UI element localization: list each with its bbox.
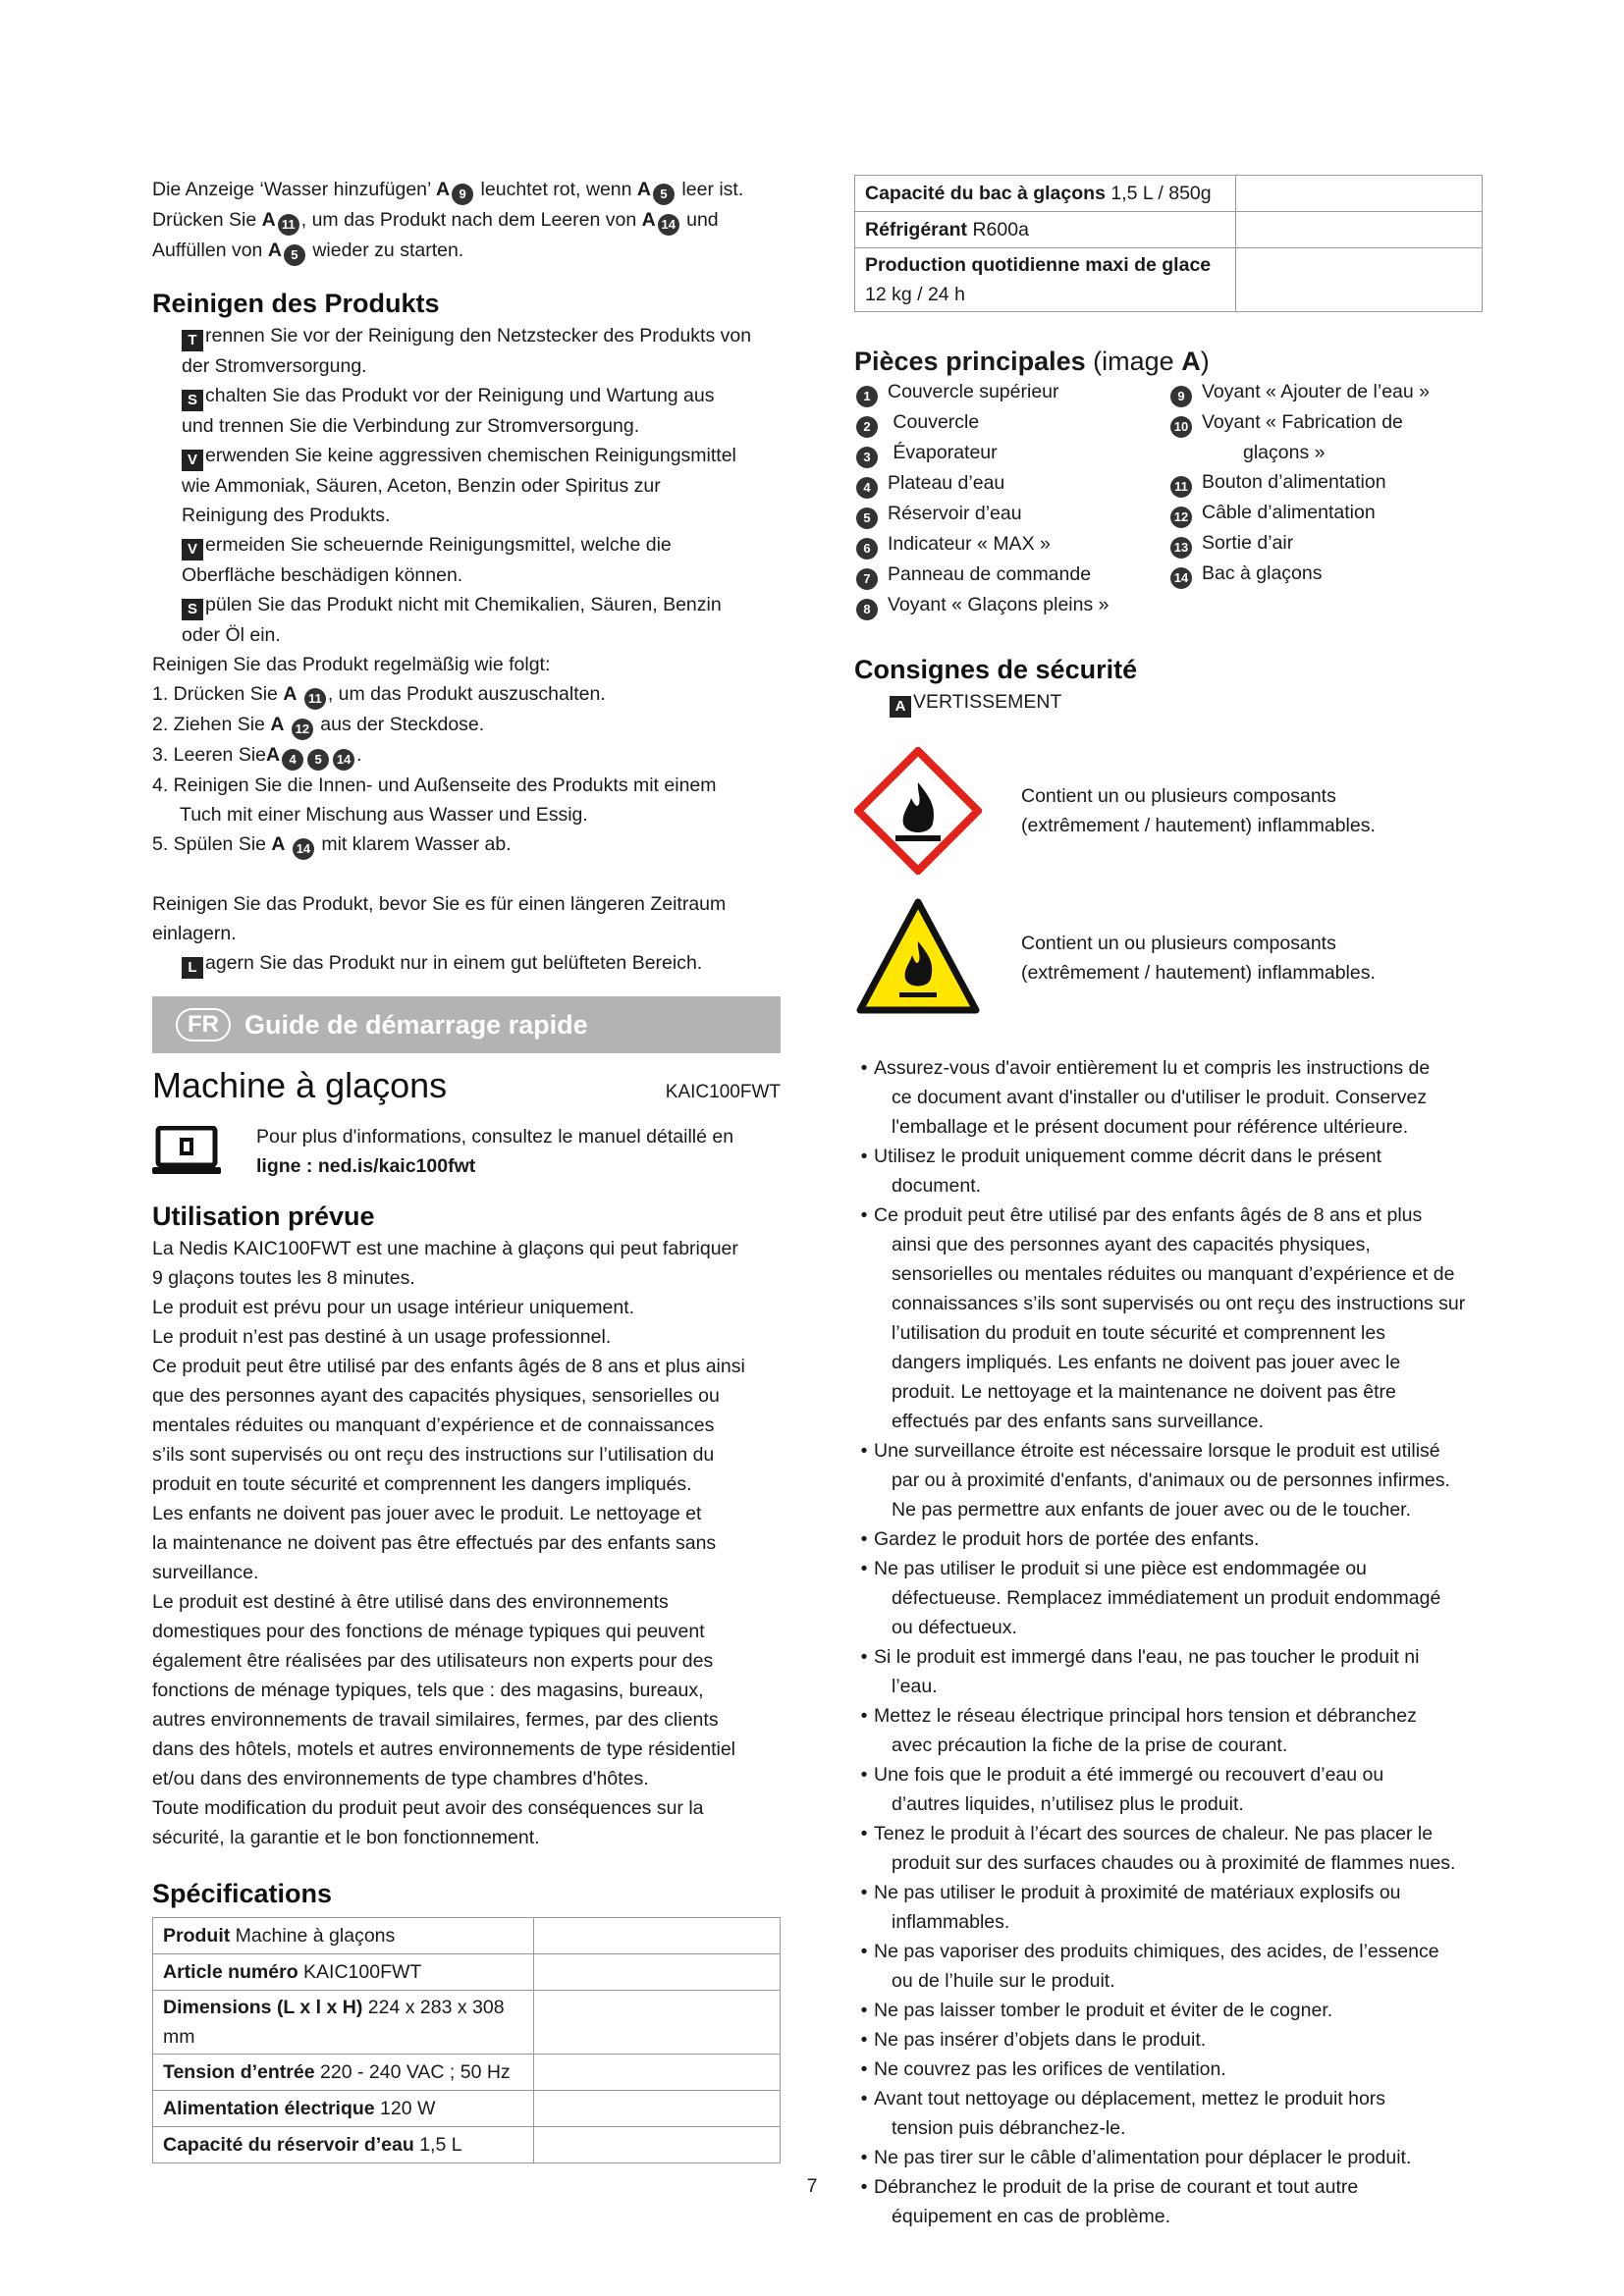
use-line: dans des hôtels, motels et autres environnements de type résidentiel [152, 1738, 736, 1760]
use-line: mentales réduites ou manquant d’expérience et de connaissances [152, 1415, 715, 1436]
warning-icon: S [182, 390, 203, 411]
bullet-line-cont: ainsi que des personnes ayant des capacités physiques, [892, 1234, 1371, 1255]
bullet-line: • Tenez le produit à l’écart des sources de chaleur. Ne pas placer le [854, 1819, 1483, 1848]
bullet-line: • Ne couvrez pas les orifices de ventilation. [854, 2055, 1483, 2084]
use-heading: Utilisation prévue [152, 1201, 375, 1231]
bullet-line-cont: inflammables. [892, 1911, 1010, 1933]
callout-5-icon: 5 [653, 184, 675, 205]
warning-item: S pülen Sie das Produkt nicht mit Chemikalien, Säuren, Benzin [182, 590, 781, 620]
part-label: Évaporateur [888, 442, 998, 463]
part-label: glaçons » [1243, 442, 1326, 463]
parts-list [854, 377, 1483, 620]
safety-bullet [854, 1996, 1483, 2025]
bullet-line-cont: ce document avant d'installer ou d'utiliser le produit. Conservez [892, 1087, 1428, 1108]
spec-row [855, 176, 1483, 212]
use-line: s’ils sont supervisés ou ont reçu des instructions sur l’utilisation du [152, 1444, 715, 1466]
spec-value: 1,5 L / 850g [1105, 183, 1212, 204]
warning-icon: T [182, 330, 203, 351]
de-clean-heading: Reinigen des Produkts [152, 289, 440, 318]
de-store-text: Reinigen Sie das Produkt, bevor Sie es für einen längeren Zeitraum [152, 893, 727, 915]
bullet-line: • Mettez le réseau électrique principal hors tension et débranchez [854, 1701, 1483, 1731]
warning-icon: V [182, 539, 203, 561]
bullet-icon: • [860, 2088, 868, 2109]
use-line: que des personnes ayant des capacités physiques, sensorielles ou [152, 1385, 720, 1407]
bullet-line: • Ne pas vaporiser des produits chimiques, des acides, de l’essence [854, 1937, 1483, 1966]
use-line: également être réalisées par des utilisateurs non experts pour des [152, 1650, 714, 1672]
bullet-line: • Ne pas insérer d’objets dans le produit. [854, 2025, 1483, 2055]
safety-bullet [854, 1053, 1483, 1142]
page-number: 7 [806, 2175, 818, 2197]
safety-bullet [854, 1554, 1483, 1642]
callout-14-icon: 14 [333, 749, 354, 771]
callout-9-icon: 9 [1170, 386, 1192, 407]
bullet-line: • Utilisez le produit uniquement comme décrit dans le présent [854, 1142, 1483, 1171]
right-column [854, 175, 1483, 2231]
de-intro-line: Drücken Sie A 11 , um das Produkt nach dem Leeren von A 14 und [152, 205, 781, 236]
callout-7-icon: 7 [856, 568, 878, 590]
warning-icon: A [890, 696, 911, 718]
part-item [1168, 467, 1483, 498]
callout-5-icon: 5 [307, 749, 329, 771]
bullet-icon: • [860, 1941, 868, 1962]
spec-table [152, 1917, 781, 2163]
warning-icon: S [182, 599, 203, 620]
spec-cell [855, 176, 1236, 212]
part-label: Voyant « Fabrication de [1202, 411, 1403, 433]
use-line: Toute modification du produit peut avoir des conséquences sur la [152, 1797, 704, 1819]
part-label: Réservoir d’eau [888, 503, 1022, 524]
spec-row [153, 1954, 781, 1991]
bullet-icon: • [860, 1146, 868, 1167]
part-item [1168, 438, 1483, 467]
use-line: et/ou dans des environnements de type chambres d'hôtes. [152, 1768, 649, 1789]
part-item [854, 407, 1168, 438]
use-line: 9 glaçons toutes les 8 minutes. [152, 1267, 415, 1289]
callout-5-icon: 5 [284, 244, 305, 266]
part-item [854, 438, 1168, 468]
spec-empty-cell [534, 2091, 781, 2127]
spec-label: Production quotidienne maxi de glace [865, 254, 1212, 276]
callout-14-icon: 14 [658, 214, 679, 236]
callout-10-icon: 10 [1170, 416, 1192, 438]
spec-heading: Spécifications [152, 1879, 333, 1908]
part-item [854, 560, 1168, 590]
part-label: Indicateur « MAX » [888, 533, 1051, 555]
bullet-line-cont: équipement en cas de problème. [892, 2206, 1171, 2227]
ghs-flame-icon [854, 747, 982, 875]
de-intro-line: Auffüllen von A 5 wieder zu starten. [152, 236, 781, 266]
laptop-icon [152, 1126, 221, 1177]
spec-row [153, 2127, 781, 2163]
spec-label: Capacité du bac à glaçons [865, 183, 1106, 204]
use-line: autres environnements de travail similaires, fermes, par des clients [152, 1709, 719, 1731]
parts-heading: Pièces principales (image A) [854, 347, 1210, 376]
bullet-line: • Avant tout nettoyage ou déplacement, mettez le produit hors [854, 2084, 1483, 2113]
step: 4. Reinigen Sie die Innen- und Außenseite des Produkts mit einem [152, 774, 717, 796]
part-label: Bouton d’alimentation [1202, 471, 1386, 493]
spec-cell [153, 2091, 534, 2127]
warning-item-cont: und trennen Sie die Verbindung zur Stromversorgung. [182, 415, 640, 437]
safety-bullet [854, 1524, 1483, 1554]
bullet-icon: • [860, 1764, 868, 1786]
language-badge: FR [176, 1008, 231, 1041]
callout-11-icon: 11 [278, 214, 299, 236]
left-column [152, 175, 781, 2163]
fr-section-bar [152, 996, 781, 1053]
safety-bullet [854, 1760, 1483, 1819]
bullet-line: • Ne pas laisser tomber le produit et éviter de le cogner. [854, 1996, 1483, 2025]
spec-empty-cell [534, 1991, 781, 2055]
spec-row [855, 248, 1483, 312]
warning-icon: L [182, 957, 203, 979]
spec-label: Tension d’entrée [163, 2061, 315, 2083]
spec-empty-cell [1236, 212, 1483, 248]
parts-list-left [854, 377, 1168, 620]
bullet-icon: • [860, 1823, 868, 1844]
bullet-line: • Une fois que le produit a été immergé ou recouvert d’eau ou [854, 1760, 1483, 1789]
model-number: KAIC100FWT [665, 1082, 781, 1102]
bullet-line-cont: Ne pas permettre aux enfants de jouer avec ou de le toucher. [892, 1499, 1411, 1521]
bullet-line: • Gardez le produit hors de portée des enfants. [854, 1524, 1483, 1554]
part-label: Couvercle supérieur [888, 381, 1059, 402]
flammable-hazard-1 [854, 737, 1483, 884]
spec-cell [855, 212, 1236, 248]
safety-bullet [854, 1201, 1483, 1436]
bullet-line-cont: avec précaution la fiche de la prise de courant. [892, 1735, 1288, 1756]
manual-info [152, 1122, 781, 1181]
bullet-line-cont: tension puis débranchez-le. [892, 2117, 1126, 2139]
callout-14-icon: 14 [293, 838, 314, 860]
spec-value: R600a [967, 219, 1029, 240]
warning-item: V erwenden Sie keine aggressiven chemischen Reinigungsmittel [182, 441, 781, 471]
de-store-warning: L agern Sie das Produkt nur in einem gut belüfteten Bereich. [152, 948, 781, 979]
part-label: Sortie d’air [1202, 532, 1294, 554]
spec-empty-cell [1236, 248, 1483, 312]
spec-value: 1,5 L [413, 2134, 462, 2156]
safety-bullet [854, 2025, 1483, 2055]
product-title-row [152, 1063, 781, 1108]
safety-heading: Consignes de sécurité [854, 655, 1138, 684]
use-line: La Nedis KAIC100FWT est une machine à glaçons qui peut fabriquer [152, 1238, 738, 1259]
manual-link[interactable]: ligne : ned.is/kaic100fwt [256, 1155, 476, 1177]
part-item [1168, 407, 1483, 438]
hazard-text: Contient un ou plusieurs composants [1021, 933, 1336, 954]
bullet-line-cont: effectués par des enfants sans surveillance. [892, 1411, 1265, 1432]
use-line: surveillance. [152, 1562, 259, 1583]
spec-cell [153, 1991, 534, 2055]
spec-value: 120 W [374, 2098, 436, 2119]
bullet-line-cont: l’eau. [892, 1676, 938, 1697]
bullet-line: • Ce produit peut être utilisé par des enfants âgés de 8 ans et plus [854, 1201, 1483, 1230]
de-intro [152, 175, 781, 266]
bullet-icon: • [860, 1440, 868, 1462]
step: 3. Leeren SieA 4 5 14 . [152, 740, 781, 771]
spec-value: KAIC100FWT [298, 1961, 422, 1983]
part-label: Plateau d’eau [888, 472, 1005, 494]
callout-11-icon: 11 [1170, 476, 1192, 498]
warning-icon: V [182, 450, 203, 471]
callout-3-icon: 3 [856, 447, 878, 468]
bullet-line-cont: produit sur des surfaces chaudes ou à proximité de flammes nues. [892, 1852, 1456, 1874]
warning-flame-icon [854, 894, 982, 1022]
spec-label: Réfrigérant [865, 219, 968, 240]
safety-bullet [854, 2084, 1483, 2143]
bullet-line-cont: sensorielles ou mentales réduites ou manquant d’expérience et de [892, 1263, 1455, 1285]
bullet-icon: • [860, 1646, 868, 1668]
bullet-line-cont: ou défectueux. [892, 1617, 1017, 1638]
callout-13-icon: 13 [1170, 537, 1192, 559]
bullet-line: • Assurez-vous d'avoir entièrement lu et compris les instructions de [854, 1053, 1483, 1083]
part-label: Voyant « Ajouter de l’eau » [1202, 381, 1431, 402]
callout-11-icon: 11 [304, 688, 326, 710]
part-item [854, 468, 1168, 499]
part-label: Câble d’alimentation [1202, 502, 1376, 523]
bullet-icon: • [860, 2176, 868, 2198]
spec-value: Machine à glaçons [230, 1925, 396, 1947]
spec-empty-cell [534, 1954, 781, 1991]
step: 5. Spülen Sie A 14 mit klarem Wasser ab. [152, 829, 781, 860]
spec-row [153, 1991, 781, 2055]
bullet-line: • Ne pas utiliser le produit à proximité de matériaux explosifs ou [854, 1878, 1483, 1907]
bullet-line-cont: l'emballage et le présent document pour référence ultérieure. [892, 1116, 1409, 1138]
spec-label: Article numéro [163, 1961, 298, 1983]
part-item [854, 377, 1168, 407]
hazard-text: (extrêmement / hautement) inflammables. [1021, 815, 1376, 836]
manual-text: Pour plus d'informations, consultez le manuel détaillé en [256, 1126, 734, 1148]
use-line: Le produit est prévu pour un usage intérieur uniquement. [152, 1297, 635, 1318]
spec-label: Dimensions (L x l x H) [163, 1997, 363, 2018]
part-item [1168, 377, 1483, 407]
part-label: Panneau de commande [888, 563, 1092, 585]
de-store-text: einlagern. [152, 923, 237, 944]
callout-12-icon: 12 [292, 719, 313, 740]
safety-bullet [854, 2055, 1483, 2084]
use-line: Le produit n’est pas destiné à un usage professionnel. [152, 1326, 612, 1348]
step: 1. Drücken Sie A 11 , um das Produkt auszuschalten. [152, 679, 781, 710]
use-line: Le produit est destiné à être utilisé dans des environnements [152, 1591, 669, 1613]
spec-value: 220 - 240 VAC ; 50 Hz [314, 2061, 511, 2083]
spec-cell [153, 1918, 534, 1954]
spec-empty-cell [534, 2055, 781, 2091]
spec-empty-cell [1236, 176, 1483, 212]
quick-start-title: Guide de démarrage rapide [244, 1010, 588, 1040]
de-intro-line: Die Anzeige ‘Wasser hinzufügen’ A 9 leuchtet rot, wenn A 5 leer ist. [152, 175, 781, 205]
bullet-icon: • [860, 1528, 868, 1550]
warning-item-cont: oder Öl ein. [182, 624, 281, 646]
callout-6-icon: 6 [856, 538, 878, 560]
spec-row [153, 2055, 781, 2091]
use-line: domestiques pour des fonctions de ménage typiques qui peuvent [152, 1621, 705, 1642]
safety-bullet [854, 1436, 1483, 1524]
warning-item-cont: Reinigung des Produkts. [182, 505, 391, 526]
use-line: sécurité, la garantie et le bon fonctionnement. [152, 1827, 540, 1848]
bullet-icon: • [860, 1057, 868, 1079]
bullet-line: • Ne pas tirer sur le câble d’alimentation pour déplacer le produit. [854, 2143, 1483, 2172]
bullet-icon: • [860, 1204, 868, 1226]
spec-label: Capacité du réservoir d’eau [163, 2134, 414, 2156]
safety-bullet [854, 1937, 1483, 1996]
warning-item: T rennen Sie vor der Reinigung den Netzstecker des Produkts von [182, 321, 781, 351]
spec-cell [855, 248, 1236, 312]
spec-label: Produit [163, 1925, 231, 1947]
bullet-line: • Si le produit est immergé dans l'eau, ne pas toucher le produit ni [854, 1642, 1483, 1672]
spec-empty-cell [534, 1918, 781, 1954]
spec-table-continued [854, 175, 1483, 312]
hazard-text: (extrêmement / hautement) inflammables. [1021, 962, 1376, 984]
callout-8-icon: 8 [856, 599, 878, 620]
bullet-icon: • [860, 2147, 868, 2168]
safety-bullet [854, 1878, 1483, 1937]
bullet-line-cont: d’autres liquides, n’utilisez plus le produit. [892, 1793, 1244, 1815]
safety-instructions [854, 1053, 1483, 2231]
bullet-line: • Une surveillance étroite est nécessaire lorsque le produit est utilisé [854, 1436, 1483, 1466]
warning-item-cont: Oberfläche beschädigen können. [182, 564, 463, 586]
bullet-icon: • [860, 1705, 868, 1727]
warning-item-cont: der Stromversorgung. [182, 355, 367, 377]
step-cont: Tuch mit einer Mischung aus Wasser und Essig. [180, 804, 588, 826]
part-label: Voyant « Glaçons pleins » [888, 594, 1110, 615]
de-clean-warnings [152, 321, 781, 650]
bullet-icon: • [860, 2000, 868, 2021]
hazard-text: Contient un ou plusieurs composants [1021, 785, 1336, 807]
part-label: Couvercle [888, 411, 980, 433]
bullet-icon: • [860, 2058, 868, 2080]
spec-value: 12 kg / 24 h [865, 284, 965, 305]
part-item [854, 499, 1168, 529]
callout-4-icon: 4 [856, 477, 878, 499]
spec-empty-cell [534, 2127, 781, 2163]
callout-4-icon: 4 [282, 749, 303, 771]
bullet-icon: • [860, 2029, 868, 2051]
bullet-line-cont: l’utilisation du produit en toute sécurité et comprennent les [892, 1322, 1385, 1344]
product-title: Machine à glaçons [152, 1065, 448, 1105]
callout-5-icon: 5 [856, 507, 878, 529]
callout-14-icon: 14 [1170, 567, 1192, 589]
warning-item: S chalten Sie das Produkt vor der Reinigung und Wartung aus [182, 381, 781, 411]
spec-cell [153, 2127, 534, 2163]
part-item [1168, 528, 1483, 559]
step: 2. Ziehen Sie A 12 aus der Steckdose. [152, 710, 781, 740]
safety-bullet [854, 1142, 1483, 1201]
spec-cell [153, 1954, 534, 1991]
part-item [854, 590, 1168, 620]
bullet-icon: • [860, 1882, 868, 1903]
part-item [854, 529, 1168, 560]
spec-row [855, 212, 1483, 248]
use-line: la maintenance ne doivent pas être effectués par des enfants sans [152, 1532, 717, 1554]
use-line: Ce produit peut être utilisé par des enfants âgés de 8 ans et plus ainsi [152, 1356, 745, 1377]
bullet-line: • Ne pas utiliser le produit si une pièce est endommagée ou [854, 1554, 1483, 1583]
safety-bullet [854, 1819, 1483, 1878]
warning-item: V ermeiden Sie scheuernde Reinigungsmittel, welche die [182, 530, 781, 561]
use-line: produit en toute sécurité et comprennent les dangers impliqués. [152, 1473, 692, 1495]
callout-9-icon: 9 [452, 184, 473, 205]
bullet-line-cont: dangers impliqués. Les enfants ne doivent pas jouer avec le [892, 1352, 1401, 1373]
use-line: fonctions de ménage typiques, tels que : des magasins, bureaux, [152, 1680, 704, 1701]
part-label: Bac à glaçons [1202, 562, 1323, 584]
part-item [1168, 498, 1483, 528]
spec-label: Alimentation électrique [163, 2098, 375, 2119]
intended-use-text [152, 1234, 781, 1852]
callout-12-icon: 12 [1170, 507, 1192, 528]
use-line: Les enfants ne doivent pas jouer avec le produit. Le nettoyage et [152, 1503, 702, 1524]
warning-item-cont: wie Ammoniak, Säuren, Aceton, Benzin oder Spiritus zur [182, 475, 661, 497]
callout-2-icon: 2 [856, 416, 878, 438]
parts-list-right [1168, 377, 1483, 620]
spec-cell [153, 2055, 534, 2091]
bullet-line-cont: connaissances s’ils sont supervisés ou ont reçu des instructions sur [892, 1293, 1466, 1314]
part-item [1168, 559, 1483, 589]
de-clean-intro: Reinigen Sie das Produkt regelmäßig wie folgt: [152, 654, 551, 675]
spec-row [153, 1918, 781, 1954]
bullet-icon: • [860, 1558, 868, 1579]
bullet-line-cont: par ou à proximité d'enfants, d'animaux ou de personnes infirmes. [892, 1469, 1450, 1491]
spec-row [153, 2091, 781, 2127]
flammable-hazard-2 [854, 884, 1483, 1032]
safety-bullet [854, 2143, 1483, 2172]
safety-bullet [854, 1642, 1483, 1701]
bullet-line-cont: ou de l’huile sur le produit. [892, 1970, 1115, 1992]
callout-1-icon: 1 [856, 386, 878, 407]
safety-bullet [854, 1701, 1483, 1760]
bullet-line: • Débranchez le produit de la prise de courant et tout autre [854, 2172, 1483, 2202]
warning-label: A VERTISSEMENT [854, 687, 1483, 718]
spec-value: 224 x 283 x 308 mm [163, 1997, 505, 2048]
bullet-line-cont: document. [892, 1175, 982, 1197]
de-steps [152, 679, 781, 860]
bullet-line-cont: produit. Le nettoyage et la maintenance ne doivent pas être [892, 1381, 1396, 1403]
bullet-line-cont: défectueuse. Remplacez immédiatement un produit endommagé [892, 1587, 1441, 1609]
